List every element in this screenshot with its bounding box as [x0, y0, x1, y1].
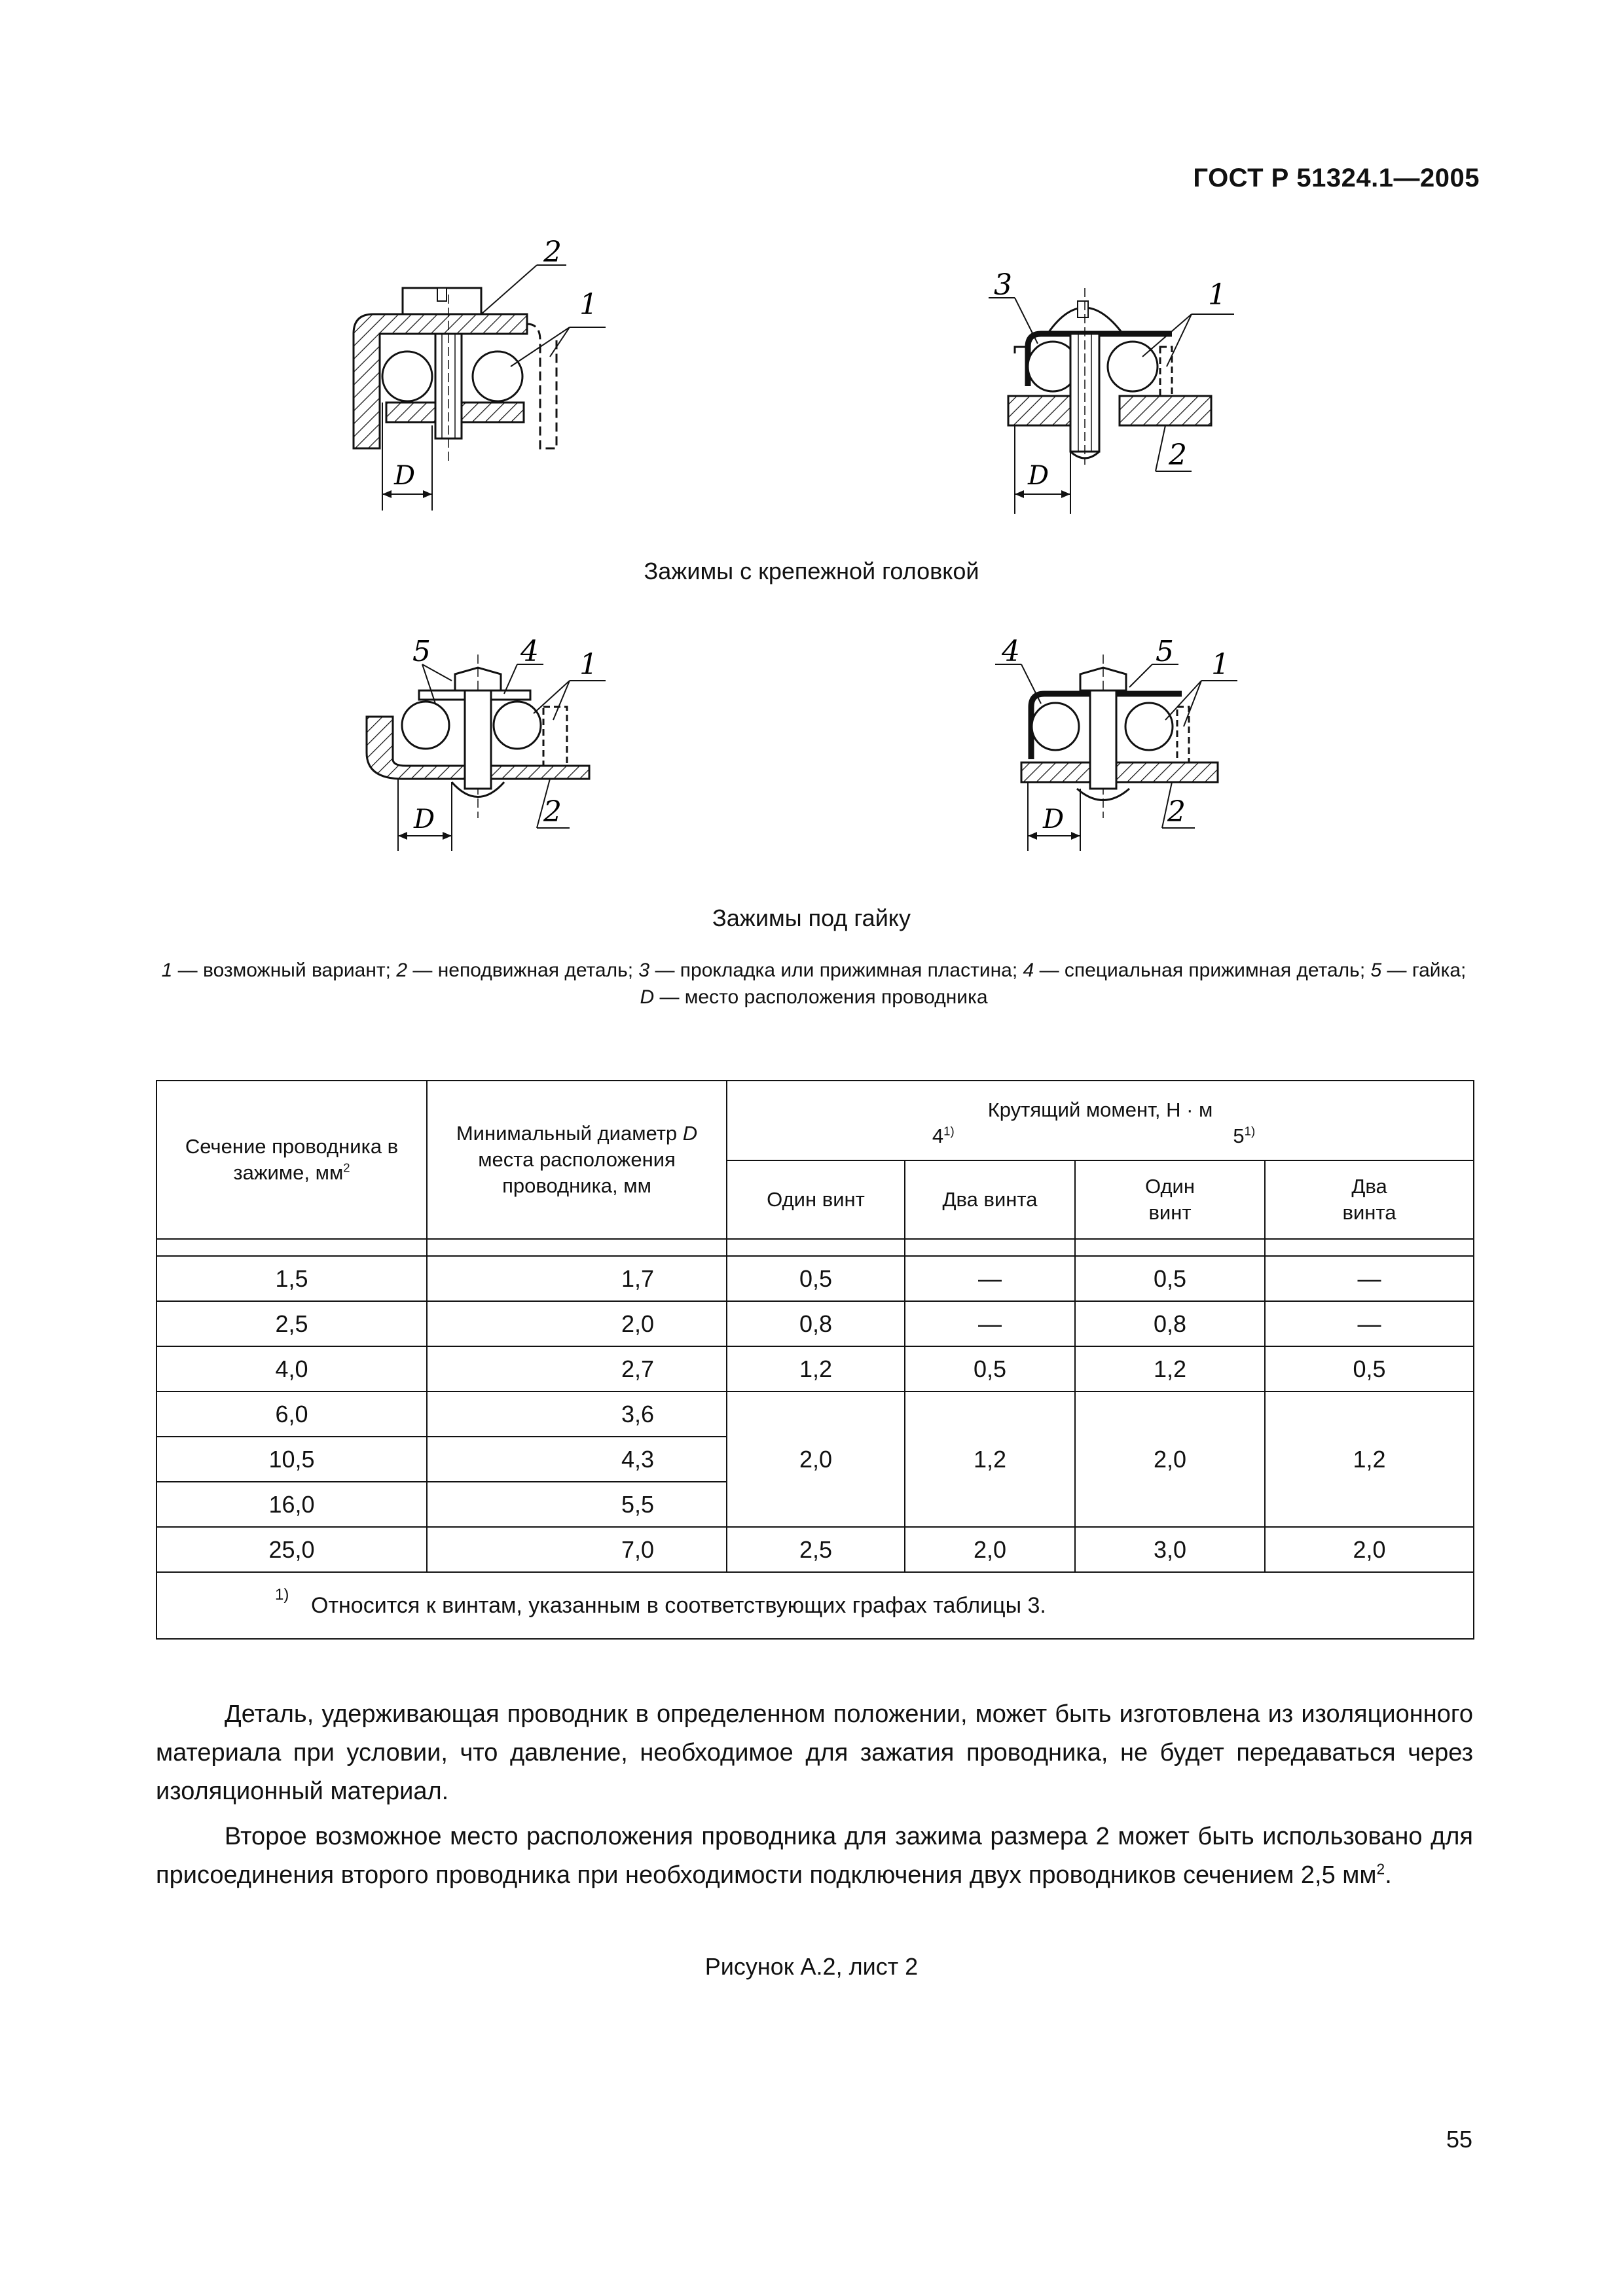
- merged-5-two: 1,2: [1265, 1391, 1474, 1527]
- table-row: 4,0 2,7 1,2 0,5 1,2 0,5: [156, 1346, 1474, 1391]
- label-4: 4: [520, 635, 539, 668]
- caption-head-clamps: Зажимы с крепежной головкой: [644, 558, 979, 584]
- caption-nut-clamps: Зажимы под гайку: [712, 905, 911, 931]
- table-row: 6,0 3,6 2,0 1,2 2,0 1,2: [156, 1391, 1474, 1437]
- body-text: [156, 1695, 1473, 1894]
- header-diameter: Минимальный диаметр D места расположения проводника, мм: [427, 1081, 727, 1239]
- figure-legend: 1 — возможный вариант; 2 — неподвижная деталь; 3 — прокладка или прижимная пластина; 4 — специальная прижимная деталь; 5 — гайка; D — место расположения проводника: [161, 960, 1467, 1009]
- merged-4-two: 1,2: [905, 1391, 1075, 1527]
- figure-nut-clamp-left: [354, 635, 629, 864]
- table-row: 16,0 5,5: [156, 1482, 1474, 1527]
- page-number: 55: [1446, 2126, 1472, 2153]
- header-group-4: 4$^{1)}$: [932, 1124, 955, 1147]
- label-1: 1: [579, 648, 598, 681]
- header-4-one: Один винт: [727, 1160, 905, 1239]
- paragraph-1: Деталь, удерживающая проводник в определенном положении, может быть изготовлена из изоляционного материала при условии, что давление, необходимое для зажатия проводника, не будет передаваться через изоляционный материал.: [156, 1700, 1473, 1805]
- label-2: 2: [1167, 795, 1186, 829]
- paragraph-2: Второе возможное место расположения проводника для зажима размера 2 может быть использовано для присоединения второго проводника при необходимости подключения двух проводников сечением 2,5 $мм^2$.: [156, 1822, 1473, 1889]
- label-5: 5: [1156, 635, 1174, 668]
- label-1: 1: [579, 288, 598, 321]
- label-1: 1: [1208, 278, 1226, 312]
- label-d: D: [1028, 461, 1049, 491]
- header-torque: Крутящий момент, Н · м 4$^{1)}$ 5$^{1)}$: [727, 1081, 1474, 1160]
- table-row: 10,5 4,3: [156, 1437, 1474, 1482]
- header-group-5: 5$^{1)}$: [1233, 1124, 1256, 1147]
- header-5-one: Один винт: [1075, 1160, 1265, 1239]
- figure-caption: Рисунок А.2, лист 2: [704, 1953, 919, 1980]
- figure-head-clamp-left: [340, 236, 615, 517]
- table-row: 25,0 7,0 2,5 2,0 3,0 2,0: [156, 1527, 1474, 1572]
- label-2: 2: [1169, 439, 1187, 472]
- label-2: 2: [543, 236, 562, 269]
- document-id-header: ГОСТ Р 51324.1—2005: [1193, 164, 1480, 192]
- header-4-two: Два винта: [905, 1160, 1075, 1239]
- header-5-two: Два винта: [1265, 1160, 1474, 1239]
- merged-4-one: 2,0: [727, 1391, 905, 1527]
- label-1: 1: [1211, 648, 1230, 681]
- torque-table: [156, 1080, 1474, 1640]
- label-d: D: [414, 804, 435, 834]
- table-row: 1,5 1,7 0,5 — 0,5 —: [156, 1256, 1474, 1301]
- table-row: 2,5 2,0 0,8 — 0,8 —: [156, 1301, 1474, 1346]
- figure-head-clamp-right: [976, 268, 1250, 530]
- label-2: 2: [543, 795, 562, 829]
- label-3: 3: [994, 268, 1012, 302]
- label-d: D: [1043, 804, 1065, 834]
- header-section: Сечение проводника в зажиме, $мм^2$: [156, 1081, 427, 1239]
- table-footnote: 1) Относится к винтам, указанным в соответствующих графах таблицы 3.: [156, 1572, 1474, 1639]
- label-d: D: [394, 461, 416, 491]
- merged-5-one: 2,0: [1075, 1391, 1265, 1527]
- label-5: 5: [412, 635, 431, 668]
- label-4: 4: [1002, 635, 1020, 668]
- figure-nut-clamp-right: [982, 635, 1257, 864]
